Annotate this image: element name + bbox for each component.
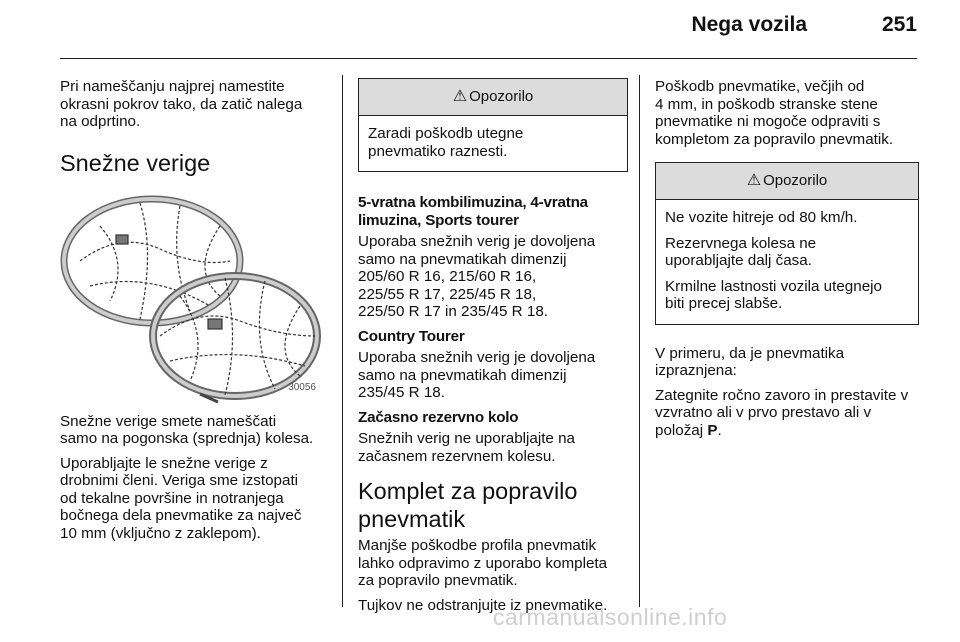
column-1 <box>60 78 330 549</box>
figure-number: 30056 <box>288 382 316 393</box>
intro-paragraph: Pri nameščanju najprej namestite okrasni pokrov tako, da zatič nalega na odprtino. <box>60 78 303 130</box>
warning-icon: ⚠ <box>452 88 468 106</box>
header-section-title: Nega vozila <box>691 13 807 36</box>
paragraph: Manjše poškodbe profila pnevmatik lahko odpravimo z uporabo kompleta za popravilo pnevmatik. <box>358 537 608 589</box>
warning-text: Ne vozite hitreje od 80 km/h. <box>665 209 858 226</box>
warning-header <box>359 79 627 116</box>
warning-box <box>358 78 628 172</box>
paragraph: Snežnih verig ne uporabljajte na začasnem rezervnem kolesu. <box>358 430 575 465</box>
paragraph-text: Zategnite ročno zavoro in prestavite v vzvratno ali v prvo prestavo ali v položaj <box>655 386 909 439</box>
warning-title: Opozorilo <box>763 172 828 190</box>
paragraph: Uporaba snežnih verig je dovoljena samo na pnevmatikah dimenzij 205/60 R 16, 215/60 R 16, 225/55 R 17, 225/45 R 18, 225/50 R 17 in 235/45 R 18. <box>358 233 596 320</box>
watermark: carmanualsonline.info <box>493 604 728 630</box>
column-3 <box>655 78 951 446</box>
warning-text: Krmilne lastnosti vozila utegnejo biti precej slabše. <box>665 277 882 312</box>
warning-body <box>656 200 918 324</box>
paragraph: Tujkov ne odstranjujte iz pnevmatike. <box>358 596 608 614</box>
subheading: 5-vratna kombilimuzina, 4-vratna limuzina, Sports tourer <box>358 194 588 229</box>
section-heading-repair-kit: Komplet za popravilo pnevmatik <box>358 478 578 532</box>
paragraph: V primeru, da je pnevmatika izpraznjena: <box>655 344 845 379</box>
column-2 <box>358 78 628 621</box>
snow-chains-illustration <box>60 191 322 405</box>
gear-position-label: P <box>707 421 718 439</box>
warning-header <box>656 163 918 200</box>
snow-chains-figure <box>60 191 322 405</box>
paragraph: Uporabljajte le snežne verige z drobnimi členi. Veriga sme izstopati od tekalne površine in notranjega bočnega dela pnevmatike za največ 10 mm (vključno z zaklepom). <box>60 454 302 542</box>
column-divider <box>342 75 343 607</box>
paragraph <box>655 387 951 440</box>
paragraph: Uporaba snežnih verig je dovoljena samo na pnevmatikah dimenzij 235/45 R 18. <box>358 349 596 401</box>
intro-paragraph: Poškodb pnevmatike, večjih od 4 mm, in poškodb stranske stene pnevmatike ni mogoče odpraviti s kompletom za popravilo pnevmatik. <box>655 78 894 148</box>
header-rule <box>60 58 917 59</box>
warning-icon: ⚠ <box>746 172 762 190</box>
warning-box <box>655 162 919 325</box>
paragraph: Snežne verige smete nameščati samo na pogonska (sprednja) kolesa. <box>60 412 314 447</box>
warning-body <box>359 116 627 171</box>
section-heading-snow-chains: Snežne verige <box>60 149 211 176</box>
warning-text: Rezervnega kolesa ne uporabljajte dalj časa. <box>665 234 817 269</box>
column-divider <box>639 75 640 607</box>
paragraph-end: . <box>717 421 722 439</box>
page-number: 251 <box>881 13 917 36</box>
subheading: Country Tourer <box>358 327 465 345</box>
warning-title: Opozorilo <box>469 88 534 106</box>
warning-text: Zaradi poškodb utegne pnevmatiko raznesti. <box>368 125 524 160</box>
subheading: Začasno rezervno kolo <box>358 408 519 426</box>
